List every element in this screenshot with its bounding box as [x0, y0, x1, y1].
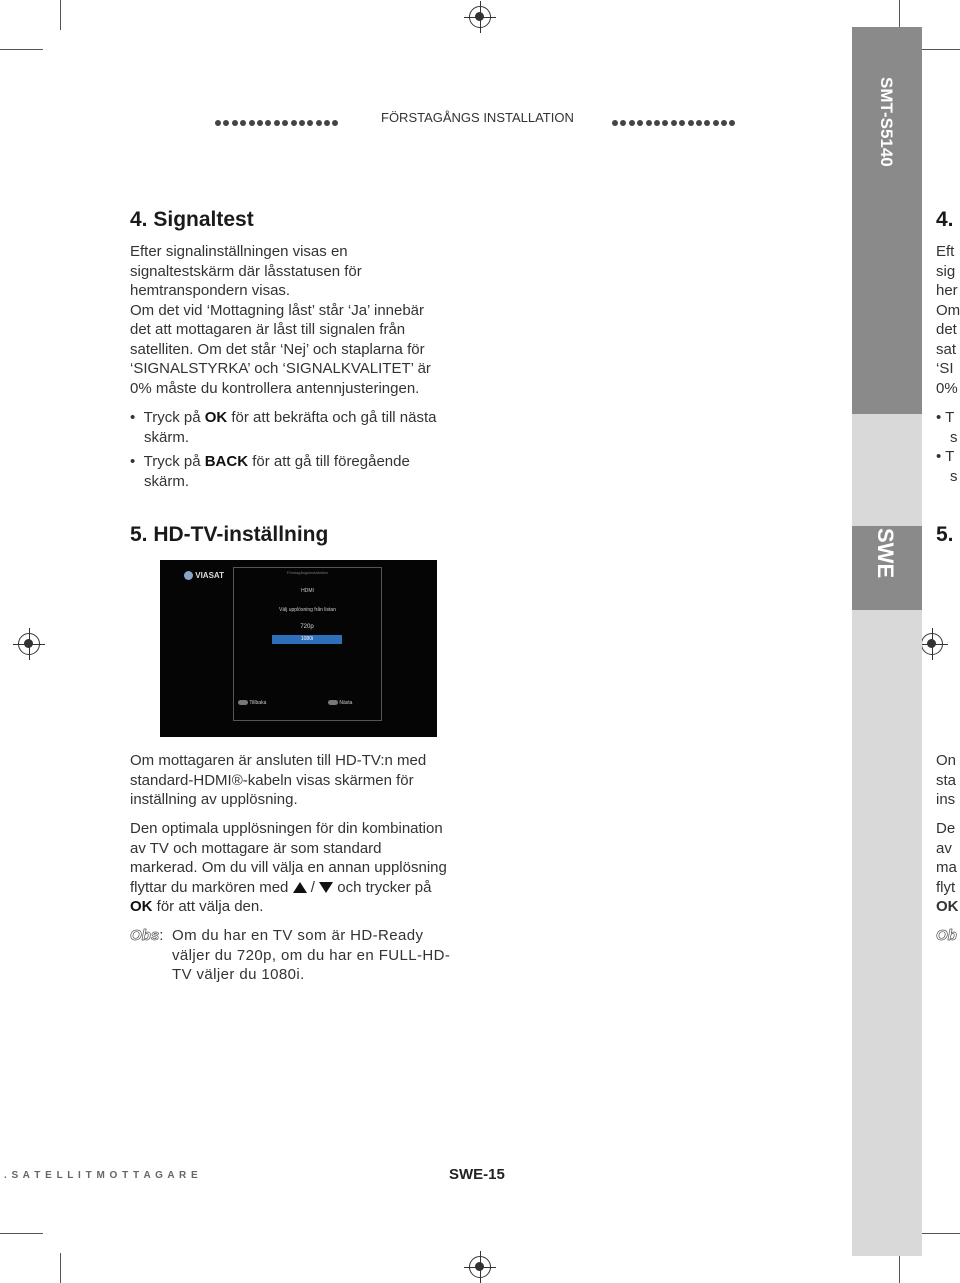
tv-option-1080i[interactable]: 1080i [272, 635, 342, 644]
sidebar-language-tab [852, 526, 922, 610]
remote-button-icon [238, 700, 248, 705]
section-5-paragraph-1: Om mottagaren är ansluten till HD-TV:n med standard-HDMI®-kabeln visas skärmen för inställning av upplösning. [130, 752, 427, 808]
obs-note: Obs: [130, 927, 164, 944]
bullet-back: • Tryck på BACK för att gå till föregående skärm. [130, 453, 410, 490]
tv-next-button[interactable]: Nästa [328, 700, 352, 706]
arrow-down-icon [319, 882, 333, 893]
crop-mark [60, 1253, 61, 1283]
remote-button-icon [328, 700, 338, 705]
header-dots-left [215, 113, 341, 121]
bullet-ok: • Tryck på OK för att bekräfta och gå till nästa skärm. [130, 409, 437, 446]
footer-product-label: . S A T E L L I T M O T T A G A R E [4, 1170, 199, 1181]
section-4-heading: 4. Signaltest [130, 208, 254, 231]
crop-mark [0, 49, 43, 50]
registration-mark-icon [469, 1256, 491, 1278]
viasat-logo-icon [184, 571, 193, 580]
sidebar-spacer [852, 414, 922, 526]
page-number: SWE-15 [449, 1166, 505, 1183]
header-title: FÖRSTAGÅNGS INSTALLATION [381, 110, 574, 125]
sidebar-spacer [852, 610, 922, 1256]
tv-dialog [233, 567, 382, 721]
crop-mark [0, 1233, 43, 1234]
registration-mark-icon [469, 6, 491, 28]
section-4-paragraph: Efter signalinställningen visas en signaltestskärm där låsstatusen för hemtranspondern visas. Om det vid ‘Mottagning låst’ står ‘Ja’ innebär det att mottagaren är låst till signalen från satelliten. Om det står ‘Nej’ och staplarna för ‘SIGNALSTYRKA’ och ‘SIGNALKVALITET’ är 0% måste du kontrollera antennjusteringen. [130, 243, 431, 397]
obs-text: Om du har en TV som är HD-Ready väljer du 720p, om du har en FULL-HD- TV väljer du 1080i. [172, 927, 451, 983]
tv-option-720p[interactable]: 720p [300, 624, 314, 630]
ghost-column: 4. Eft sig her Om det sat ‘SI 0% • T s • T s 5. On sta ins De av ma flyt OK Ob [936, 208, 960, 944]
model-label: SMT-S5140 [877, 77, 896, 167]
registration-mark-icon [18, 633, 40, 655]
language-label: SWE [873, 528, 898, 579]
crop-mark [899, 0, 900, 30]
tv-dialog-title: Förstagångsinstallation [286, 570, 329, 575]
crop-mark [60, 0, 61, 30]
tv-back-button[interactable]: Tillbaka [238, 700, 266, 706]
obs-label: Obs [130, 927, 160, 944]
header-dots-right [612, 113, 738, 121]
tv-dialog-subtitle: HDMI [301, 588, 314, 594]
tv-dialog-prompt: Välj upplösning från listan [279, 607, 336, 613]
tv-screenshot [160, 560, 437, 737]
sidebar-model-tab [852, 27, 922, 414]
crop-mark [899, 1253, 900, 1283]
section-5-paragraph-2: Den optimala upplösningen för din kombination av TV och mottagare är som standard markerad. Om du vill välja en annan upplösning flyttar du markören med / och trycker på OK för att välja den. [130, 820, 447, 915]
arrow-up-icon [293, 882, 307, 893]
viasat-logo: VIASAT [184, 571, 224, 580]
section-5-heading: 5. HD-TV-inställning [130, 523, 329, 546]
